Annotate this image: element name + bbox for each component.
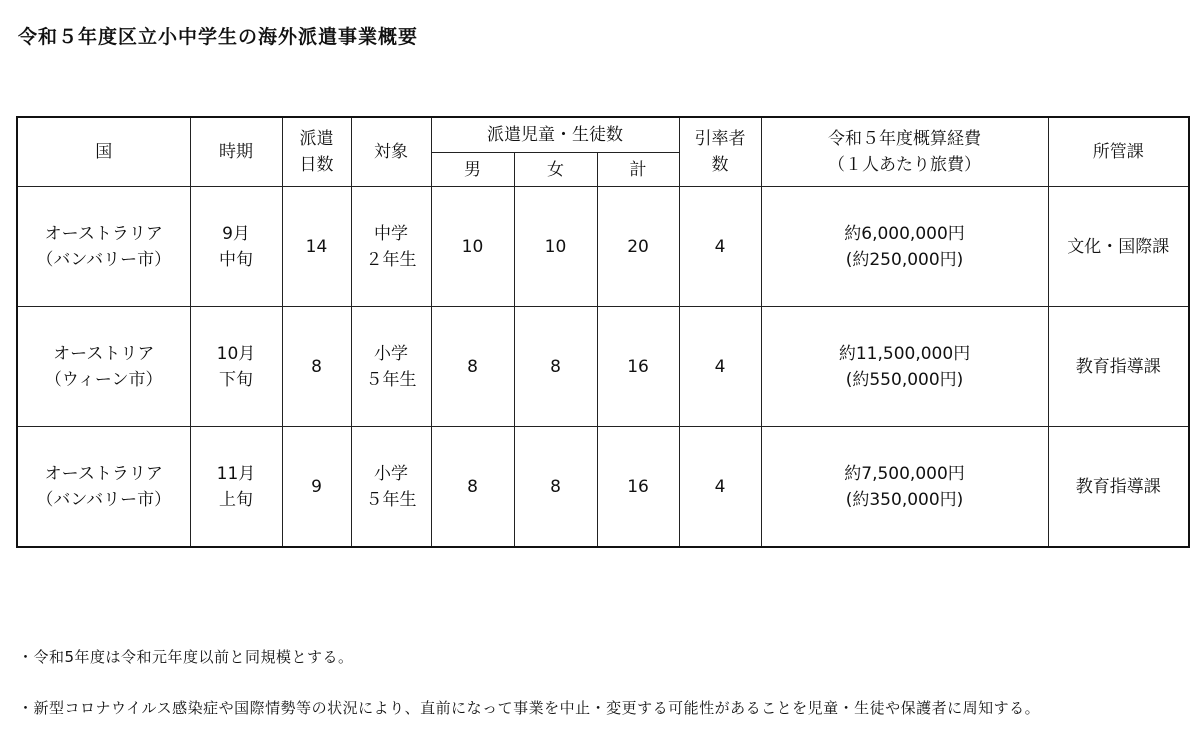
header-cost	[761, 117, 1048, 187]
cost-per-person: (約250,000円)	[845, 249, 964, 270]
header-cost-line1: 令和５年度概算経費	[828, 129, 982, 149]
period-part: 中旬	[219, 249, 253, 270]
target-grade: ５年生	[365, 369, 417, 390]
cell-leaders: 4	[679, 187, 761, 307]
table-row	[17, 187, 1189, 307]
header-cost-line2: （１人あたり旅費）	[828, 155, 982, 175]
cell-boys: 8	[431, 427, 514, 548]
target-school: 小学	[374, 343, 408, 364]
header-girls: 女	[514, 153, 597, 187]
cell-country	[17, 187, 190, 307]
period-part: 上旬	[219, 489, 253, 510]
header-period: 時期	[190, 117, 282, 187]
header-days-line2: 日数	[299, 155, 334, 175]
cost-per-person: (約350,000円)	[845, 489, 964, 510]
cell-leaders: 4	[679, 307, 761, 427]
dispatch-summary-table	[16, 116, 1190, 548]
cell-target	[351, 187, 431, 307]
country-city: （バンバリー市）	[36, 489, 172, 510]
table-row	[17, 427, 1189, 548]
header-target: 対象	[351, 117, 431, 187]
header-boys: 男	[431, 153, 514, 187]
cell-total: 16	[597, 427, 679, 548]
page-title: 令和５年度区立小中学生の海外派遣事業概要	[18, 26, 419, 48]
cost-total: 約11,500,000円	[838, 343, 971, 364]
period-month: 11月	[216, 463, 256, 484]
cell-boys: 8	[431, 307, 514, 427]
cell-days: 8	[282, 307, 351, 427]
cell-target	[351, 427, 431, 548]
cell-period	[190, 427, 282, 548]
header-dept: 所管課	[1048, 117, 1189, 187]
header-leaders	[679, 117, 761, 187]
period-part: 下旬	[219, 369, 253, 390]
cell-girls: 10	[514, 187, 597, 307]
cell-total: 16	[597, 307, 679, 427]
period-month: 10月	[216, 343, 256, 364]
cell-girls: 8	[514, 307, 597, 427]
table-row	[17, 307, 1189, 427]
country-name: オーストラリア	[44, 463, 163, 484]
target-school: 中学	[374, 223, 408, 244]
cell-dept: 文化・国際課	[1048, 187, 1189, 307]
cell-days: 9	[282, 427, 351, 548]
cell-girls: 8	[514, 427, 597, 548]
country-name: オーストリア	[53, 343, 155, 364]
cost-total: 約6,000,000円	[844, 223, 965, 244]
cell-total: 20	[597, 187, 679, 307]
cost-per-person: (約550,000円)	[845, 369, 964, 390]
header-leaders-line1: 引率者	[694, 129, 746, 149]
cell-period	[190, 187, 282, 307]
cell-leaders: 4	[679, 427, 761, 548]
cell-cost	[761, 427, 1048, 548]
header-total: 計	[597, 153, 679, 187]
cell-dept: 教育指導課	[1048, 307, 1189, 427]
header-days	[282, 117, 351, 187]
country-city: （ウィーン市）	[44, 369, 163, 390]
country-city: （バンバリー市）	[36, 249, 172, 270]
header-days-line1: 派遣	[299, 129, 334, 149]
cell-dept: 教育指導課	[1048, 427, 1189, 548]
period-month: 9月	[222, 223, 250, 244]
target-grade: ２年生	[365, 249, 417, 270]
note-scale: ・令和5年度は令和元年度以前と同規模とする。	[18, 648, 354, 666]
cell-period	[190, 307, 282, 427]
target-grade: ５年生	[365, 489, 417, 510]
cell-country	[17, 307, 190, 427]
cell-days: 14	[282, 187, 351, 307]
target-school: 小学	[374, 463, 408, 484]
header-students-group: 派遣児童・生徒数	[431, 117, 679, 153]
cell-country	[17, 427, 190, 548]
cell-cost	[761, 307, 1048, 427]
cell-target	[351, 307, 431, 427]
header-country: 国	[17, 117, 190, 187]
cell-cost	[761, 187, 1048, 307]
header-leaders-line2: 数	[711, 155, 729, 175]
country-name: オーストラリア	[44, 223, 163, 244]
header-row	[17, 117, 1189, 153]
note-covid: ・新型コロナウイルス感染症や国際情勢等の状況により、直前になって事業を中止・変更する可能性があることを児童・生徒や保護者に周知する。	[18, 699, 1041, 717]
cost-total: 約7,500,000円	[844, 463, 965, 484]
cell-boys: 10	[431, 187, 514, 307]
